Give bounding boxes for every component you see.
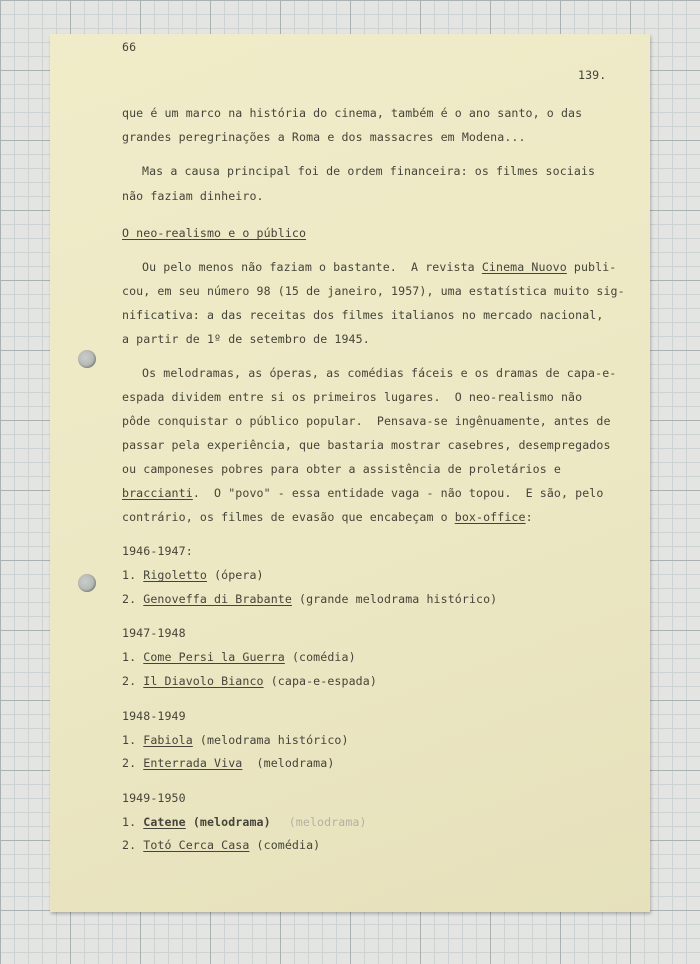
season-label: 1946-1947: bbox=[122, 544, 193, 558]
paragraph-4-line-4: passar pela experiência, que bastaria mostrar casebres, desempregados bbox=[122, 438, 611, 452]
paragraph-4-line-1: Os melodramas, as óperas, as comédias fáceis e os dramas de capa-e- bbox=[142, 366, 617, 380]
film-number: 2. bbox=[122, 674, 144, 688]
film-genre: (melodrama) bbox=[242, 756, 335, 770]
p4-l7-c: : bbox=[525, 510, 533, 524]
film-title: Totó Cerca Casa bbox=[143, 838, 250, 852]
film-genre: (comédia) bbox=[249, 838, 321, 852]
film-title: Fabiola bbox=[143, 733, 193, 747]
film-number: 1. bbox=[122, 650, 144, 664]
film-title: Come Persi la Guerra bbox=[143, 650, 285, 664]
film-title: Enterrada Viva bbox=[143, 756, 243, 770]
film-genre: (melodrama histórico) bbox=[192, 733, 349, 747]
paragraph-2-line-2: não faziam dinheiro. bbox=[122, 189, 264, 203]
paragraph-4-line-3: pôde conquistar o público popular. Pensava-se ingênuamente, antes de bbox=[122, 414, 611, 428]
p3-text-c: publi- bbox=[566, 260, 617, 274]
paragraph-3-line-4: a partir de 1º de setembro de 1945. bbox=[122, 332, 370, 346]
typewritten-page bbox=[50, 34, 650, 912]
film-genre: (melodrama) bbox=[185, 815, 271, 829]
p4-l6-rest: . O "povo" - essa entidade vaga - não topou. E são, pelo bbox=[192, 486, 604, 500]
paragraph-4-line-6 bbox=[122, 486, 603, 500]
section-title: O neo-realismo e o público bbox=[122, 226, 307, 240]
film-entry bbox=[122, 733, 349, 747]
film-title: Rigoletto bbox=[143, 568, 207, 582]
punch-hole-top bbox=[78, 350, 96, 368]
film-genre: (capa-e-espada) bbox=[263, 674, 377, 688]
paragraph-1-line-2: grandes peregrinações a Roma e dos massacres em Modena... bbox=[122, 130, 526, 144]
p4-l7-a: contrário, os filmes de evasão que encabeçam o bbox=[122, 510, 455, 524]
film-number: 1. bbox=[122, 815, 144, 829]
braccianti-word: braccianti bbox=[122, 486, 193, 500]
left-page-number: 66 bbox=[122, 40, 137, 54]
paragraph-4-line-7 bbox=[122, 510, 533, 524]
film-genre: (comédia) bbox=[284, 650, 356, 664]
film-number: 2. bbox=[122, 838, 144, 852]
box-office-word: box-office bbox=[454, 510, 526, 524]
season-label: 1948-1949 bbox=[122, 709, 186, 723]
paragraph-3-line-1 bbox=[142, 260, 616, 274]
film-number: 1. bbox=[122, 568, 144, 582]
season-label: 1947-1948 bbox=[122, 626, 186, 640]
p3-text-a: Ou pelo menos não faziam o bastante. A revista bbox=[142, 260, 482, 274]
punch-hole-bottom bbox=[78, 574, 96, 592]
film-entry bbox=[122, 568, 264, 582]
paragraph-3-line-3: nificativa: a das receitas dos filmes italianos no mercado nacional, bbox=[122, 308, 604, 322]
film-entry bbox=[122, 815, 367, 829]
film-entry bbox=[122, 674, 377, 688]
season-label: 1949-1950 bbox=[122, 791, 186, 805]
paragraph-1-line-1: que é um marco na história do cinema, também é o ano santo, o das bbox=[122, 106, 583, 120]
magazine-title: Cinema Nuovo bbox=[481, 260, 567, 274]
paragraph-4-line-5: ou camponeses pobres para obter a assistência de proletários e bbox=[122, 462, 561, 476]
film-number: 1. bbox=[122, 733, 144, 747]
ghost-typing: (melodrama) bbox=[288, 815, 367, 829]
film-title: Genoveffa di Brabante bbox=[143, 592, 292, 606]
film-genre: (ópera) bbox=[206, 568, 264, 582]
film-entry bbox=[122, 756, 334, 770]
right-page-number: 139. bbox=[578, 68, 607, 82]
film-entry bbox=[122, 592, 497, 606]
paragraph-2-line-1: Mas a causa principal foi de ordem financeira: os filmes sociais bbox=[142, 164, 596, 178]
film-number: 2. bbox=[122, 756, 144, 770]
paragraph-3-line-2: cou, em seu número 98 (15 de janeiro, 1957), uma estatística muito sig- bbox=[122, 284, 625, 298]
film-title: Catene bbox=[143, 815, 186, 829]
film-genre: (grande melodrama histórico) bbox=[291, 592, 498, 606]
film-entry bbox=[122, 650, 356, 664]
film-number: 2. bbox=[122, 592, 144, 606]
paragraph-4-line-2: espada dividem entre si os primeiros lugares. O neo-realismo não bbox=[122, 390, 583, 404]
film-entry bbox=[122, 838, 320, 852]
film-title: Il Diavolo Bianco bbox=[143, 674, 264, 688]
